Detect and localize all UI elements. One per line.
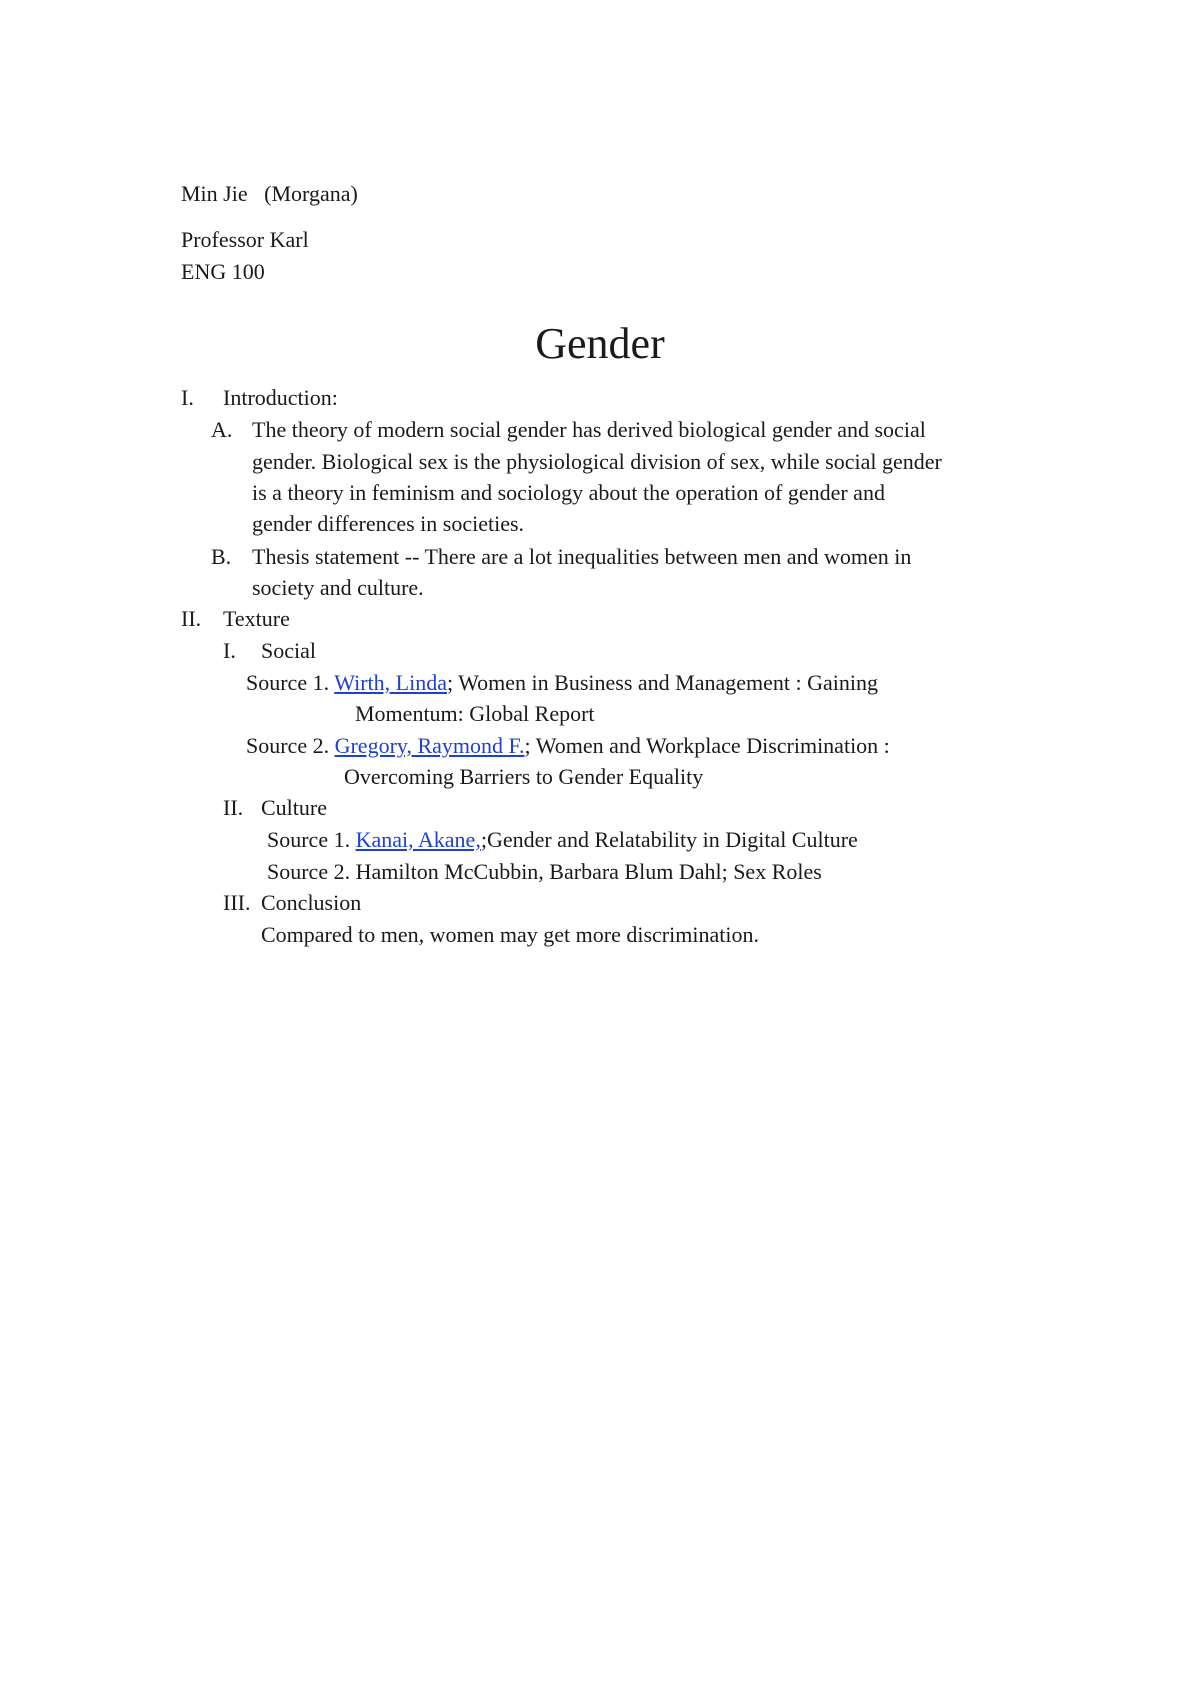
social-source-1-cont: Momentum: Global Report	[355, 701, 595, 726]
outline-num-a: A.	[211, 417, 233, 442]
social-source-2	[246, 730, 890, 762]
outline-num-social: I.	[223, 638, 236, 663]
source-title: ;Gender and Relatability in Digital Culture	[480, 827, 858, 852]
source-title: ; Women in Business and Management : Gaining	[446, 670, 878, 695]
outline-num-b: B.	[211, 544, 232, 569]
source-title: ; Women and Workplace Discrimination :	[524, 733, 890, 758]
source-link-gregory-raymond[interactable]: Gregory, Raymond F.	[334, 733, 525, 758]
outline-heading-texture: Texture	[223, 606, 290, 631]
outline-num-conclusion: III.	[223, 890, 251, 915]
intro-a-line-3: is a theory in feminism and sociology about the operation of gender and	[252, 480, 885, 505]
professor-line: Professor Karl	[181, 227, 309, 252]
author-line	[181, 178, 358, 210]
outline-heading-introduction: Introduction:	[223, 385, 338, 410]
intro-a-line-1: The theory of modern social gender has derived biological gender and social	[252, 417, 926, 442]
conclusion-text: Compared to men, women may get more discrimination.	[261, 922, 759, 947]
source-prefix: Source 2.	[246, 733, 330, 758]
course-line: ENG 100	[181, 259, 265, 284]
source-prefix: Source 1.	[267, 827, 351, 852]
social-source-2-cont: Overcoming Barriers to Gender Equality	[344, 764, 704, 789]
intro-a-line-4: gender differences in societies.	[252, 511, 525, 536]
source-prefix: Source 1.	[246, 670, 330, 695]
outline-heading-social: Social	[261, 638, 316, 663]
outline-heading-culture: Culture	[261, 795, 327, 820]
outline-num-culture: II.	[223, 795, 244, 820]
author-name: Min Jie	[181, 181, 248, 206]
outline-heading-conclusion: Conclusion	[261, 890, 362, 915]
author-nickname: (Morgana)	[264, 181, 358, 206]
culture-source-2: Source 2. Hamilton McCubbin, Barbara Blum Dahl; Sex Roles	[267, 859, 822, 884]
intro-b-line-1: Thesis statement -- There are a lot inequalities between men and women in	[252, 544, 912, 569]
intro-a-line-2: gender. Biological sex is the physiological division of sex, while social gender	[252, 449, 942, 474]
culture-source-1	[267, 824, 858, 856]
source-link-kanai-akane[interactable]: Kanai, Akane,	[355, 827, 481, 852]
intro-b-line-2: society and culture.	[252, 575, 424, 600]
page-title: Gender	[535, 319, 665, 368]
social-source-1	[246, 667, 878, 699]
source-link-wirth-linda[interactable]: Wirth, Linda	[334, 670, 447, 695]
outline-num-i: I.	[181, 385, 194, 410]
outline-num-ii: II.	[181, 606, 202, 631]
